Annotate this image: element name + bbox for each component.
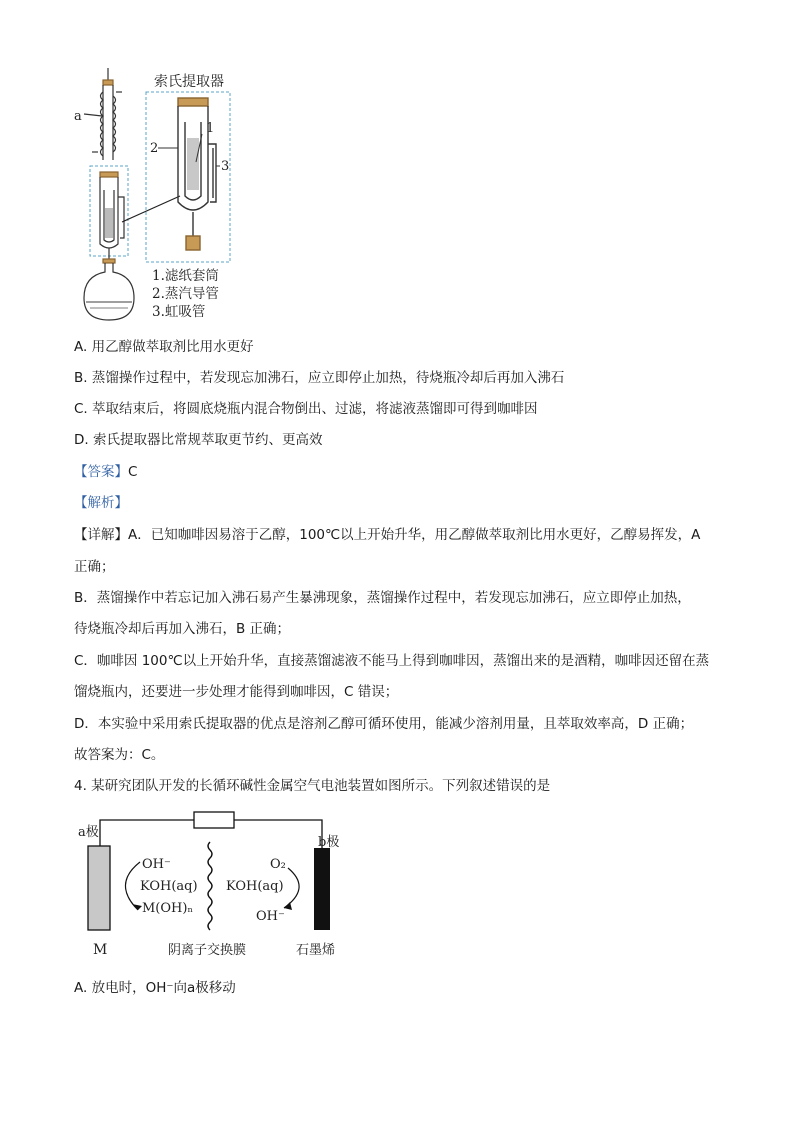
round-bottom-flask bbox=[84, 263, 134, 320]
right-arrow bbox=[284, 868, 299, 908]
m-oh-n: M(OH)ₙ bbox=[142, 901, 194, 916]
label-a: a bbox=[74, 109, 82, 124]
analysis-tag: 【解析】 bbox=[74, 495, 128, 511]
extractor-small bbox=[100, 172, 124, 263]
label-m: M bbox=[93, 942, 108, 958]
legend-1: 1.滤纸套筒 bbox=[152, 268, 219, 284]
membrane-label: 阴离子交换膜 bbox=[168, 943, 247, 958]
detail-line-3: B．蒸馏操作中若忘记加入沸石易产生暴沸现象，蒸馏操作过程中，若发现忘加沸石，应立即停止加热， bbox=[74, 590, 691, 606]
label-2: 2 bbox=[150, 141, 159, 156]
soxhlet-figure bbox=[70, 62, 250, 332]
koh-right: KOH(aq) bbox=[226, 879, 284, 894]
analysis-line bbox=[74, 493, 128, 513]
answer-value: C bbox=[128, 464, 138, 480]
left-arrow bbox=[125, 862, 140, 910]
graphene-label: 石墨烯 bbox=[296, 943, 336, 958]
label-1: 1 bbox=[206, 121, 215, 136]
condenser bbox=[84, 68, 122, 160]
answer-line bbox=[74, 462, 137, 482]
legend-3: 3.虹吸管 bbox=[152, 304, 206, 320]
answer-tag: 【答案】 bbox=[74, 464, 128, 480]
anion-exchange-membrane bbox=[208, 842, 212, 930]
label-3: 3 bbox=[221, 159, 230, 174]
option-d: D. 索氏提取器比常规萃取更节约、更高效 bbox=[74, 432, 323, 448]
detail-line-7: D．本实验中采用索氏提取器的优点是溶剂乙醇可循环使用，能减少溶剂用量，且萃取效率高，D 正确； bbox=[74, 716, 694, 732]
detail-line-1 bbox=[74, 525, 700, 545]
b-pole-label: b极 bbox=[318, 835, 340, 850]
oh-bottom: OH⁻ bbox=[256, 909, 285, 924]
detail-line-6: 馏烧瓶内，还要进一步处理才能得到咖啡因，C 错误； bbox=[74, 684, 399, 700]
resistor bbox=[194, 812, 234, 828]
soxhlet-title: 索氏提取器 bbox=[154, 74, 224, 90]
electrode-graphene bbox=[314, 848, 330, 930]
battery-figure bbox=[76, 806, 376, 966]
detail-line-8: 故答案为：C。 bbox=[74, 747, 165, 763]
legend-2: 2.蒸汽导管 bbox=[152, 286, 219, 302]
option-c: C. 萃取结束后，将圆底烧瓶内混合物倒出、过滤，将滤液蒸馏即可得到咖啡因 bbox=[74, 401, 538, 417]
detail-text-1: A．已知咖啡因易溶于乙醇，100℃以上开始升华，用乙醇做萃取剂比用水更好，乙醇易挥发，A bbox=[128, 527, 701, 543]
oh-top: OH⁻ bbox=[142, 857, 171, 872]
a-pole-label: a极 bbox=[78, 825, 99, 840]
electrode-m bbox=[88, 846, 110, 930]
detail-line-4: 待烧瓶冷却后再加入沸石，B 正确； bbox=[74, 621, 291, 637]
koh-left: KOH(aq) bbox=[140, 879, 198, 894]
question-4: 4. 某研究团队开发的长循环碱性金属空气电池装置如图所示。下列叙述错误的是 bbox=[74, 778, 551, 794]
option-4a: A. 放电时，OH⁻向a极移动 bbox=[74, 980, 236, 996]
option-b: B. 蒸馏操作过程中，若发现忘加沸石，应立即停止加热，待烧瓶冷却后再加入沸石 bbox=[74, 370, 565, 386]
detail-line-5: C．咖啡因 100℃以上开始升华，直接蒸馏滤液不能马上得到咖啡因，蒸馏出来的是酒精，咖啡因还留在蒸 bbox=[74, 653, 710, 669]
detail-tag: 【详解】 bbox=[74, 527, 128, 543]
o2: O₂ bbox=[270, 857, 286, 872]
detail-line-2: 正确； bbox=[74, 559, 115, 575]
option-a: A. 用乙醇做萃取剂比用水更好 bbox=[74, 339, 254, 355]
